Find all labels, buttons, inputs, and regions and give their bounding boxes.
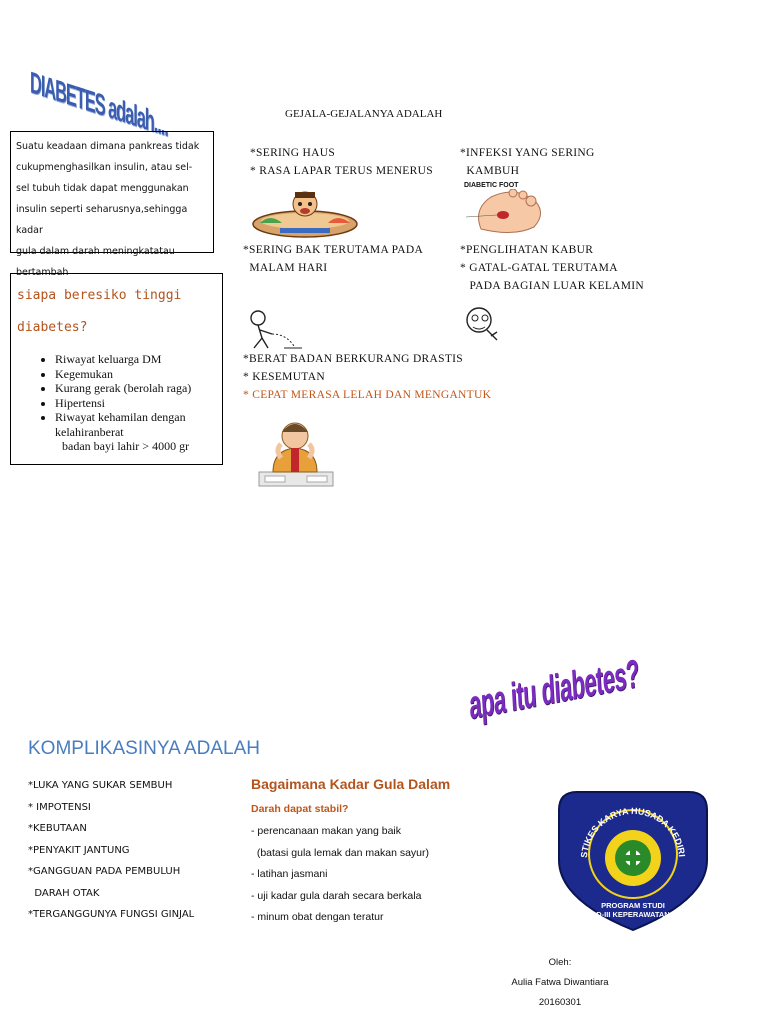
list-item: - minum obat dengan teratur (251, 911, 384, 923)
gejala-mid-left (243, 241, 423, 277)
list-item: • Riwayat keluarga DM (55, 352, 216, 367)
risk-note: badan bayi lahir > 4000 gr (62, 439, 190, 453)
symptom-item: PADA BAGIAN LUAR KELAMIN (460, 280, 645, 292)
symptom-item: *PENGLIHATAN KABUR (460, 244, 594, 256)
logo-arc-text: STIKES KARYA HUSADA KEDIRI (578, 805, 687, 859)
symptom-item: *BERAT BADAN BERKURANG DRASTIS (243, 353, 463, 365)
symptom-item: MALAM HARI (243, 262, 328, 274)
credit-id: 20160301 (538, 997, 582, 1008)
list-item: • Kegemukan (55, 367, 216, 382)
risk-title-line2: diabetes? (17, 320, 88, 335)
komplikasi-list (28, 775, 194, 926)
list-item: - perencanaan makan yang baik (251, 825, 402, 837)
stikes-logo (557, 782, 709, 932)
symptom-item-highlight: * CEPAT MERASA LELAH DAN MENGANTUK (243, 389, 492, 401)
definition-line: Suatu keadaan dimana pankreas tidak (16, 141, 200, 152)
tired-man-image (251, 414, 341, 490)
list-item: DARAH OTAK (28, 887, 100, 899)
komplikasi-title: KOMPLIKASINYA ADALAH (28, 738, 260, 759)
list-item: *PENYAKIT JANTUNG (28, 844, 130, 856)
wordart-text: apa itu diabetes? (468, 651, 640, 728)
definition-line: sel tubuh tidak dapat menggunakan (16, 183, 189, 194)
urinating-figure-image (244, 308, 304, 350)
list-item: *GANGGUAN PADA PEMBULUH (28, 866, 181, 877)
symptom-item: *INFEKSI YANG SERING (460, 147, 595, 159)
logo-program-line1: PROGRAM STUDI (601, 901, 665, 910)
symptom-item: KAMBUH (460, 165, 520, 177)
author-credit (480, 953, 640, 1013)
kadar-list (251, 821, 429, 929)
list-item: *TERGANGGUNYA FUNGSI GINJAL (28, 909, 195, 920)
wordart-text: DIABETES adalah.... (30, 66, 168, 144)
list-item: * IMPOTENSI (28, 801, 91, 813)
list-item: *KEBUTAAN (28, 823, 87, 834)
kadar-title: Bagaimana Kadar Gula Dalam (251, 776, 451, 792)
list-item: (batasi gula lemak dan makan sayur) (251, 846, 430, 859)
wordart-diabetes-title (30, 66, 168, 144)
gejala-left-col (250, 144, 433, 180)
definition-line: cukupmenghasilkan insulin, atau sel- (16, 162, 193, 173)
gejala-lower (243, 350, 491, 404)
gejala-title: GEJALA-GEJALANYA ADALAH (285, 108, 443, 120)
symptom-item: * RASA LAPAR TERUS MENERUS (250, 165, 433, 177)
list-item: • Riwayat kehamilan dengan kelahiranberat (55, 410, 216, 439)
hungry-man-image (250, 188, 360, 240)
definition-line: gula dalam darah meningkatatau (16, 246, 175, 257)
list-item: • Hipertensi (55, 396, 216, 411)
symptom-item: *SERING HAUS (250, 147, 336, 159)
diabetic-foot-label: DIABETIC FOOT (464, 182, 519, 189)
symptom-item: *SERING BAK TERUTAMA PADA (243, 244, 424, 256)
diabetic-foot-image (461, 182, 546, 240)
definition-line: bertambah (16, 267, 69, 278)
risk-title-line1: siapa beresiko tinggi (17, 288, 182, 303)
kadar-subtitle: Darah dapat stabil? (251, 803, 349, 815)
definition-box (10, 131, 214, 278)
list-item: • Kurang gerak (berolah raga) (55, 381, 216, 396)
symptom-item: * KESEMUTAN (243, 371, 325, 383)
credit-name: Aulia Fatwa Diwantiara (511, 977, 609, 988)
logo-program-line2: D-III KEPERAWATAN (596, 910, 670, 919)
list-item: - latihan jasmani (251, 868, 328, 880)
risk-title (17, 280, 216, 344)
definition-line: insulin seperti seharusnya,sehingga kadar (16, 204, 188, 236)
list-item: - uji kadar gula darah secara berkala (251, 889, 422, 902)
gejala-right-col (460, 144, 595, 180)
symptom-item: * GATAL-GATAL TERUTAMA (460, 262, 618, 274)
gejala-mid-right (460, 241, 644, 295)
risk-box (10, 273, 223, 465)
list-item: *LUKA YANG SUKAR SEMBUH (28, 780, 173, 791)
credit-by: Oleh: (548, 957, 572, 968)
blurred-vision-image (461, 302, 503, 344)
wordart-apa-itu-diabetes (468, 651, 768, 729)
risk-list (17, 352, 216, 439)
